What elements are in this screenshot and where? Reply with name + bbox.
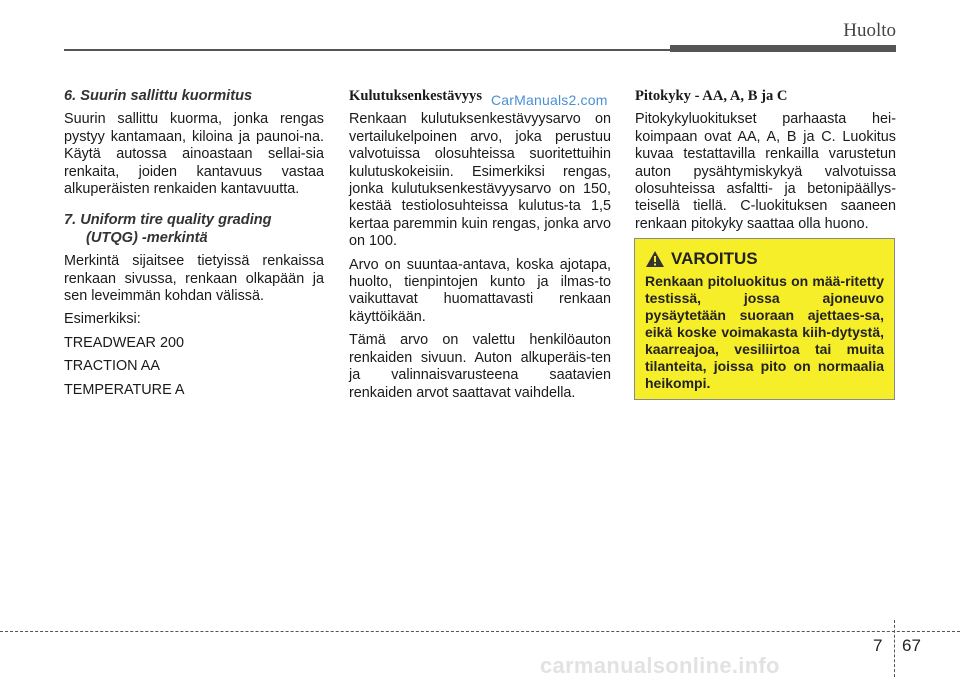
section-7-text: Merkintä sijaitsee tietyissä renkaissa renkaan sivussa, renkaan olkapään ja sen leveimmän kohdan välissä.	[64, 253, 324, 305]
section-heading-7-line1: 7. Uniform tire quality grading	[64, 212, 272, 229]
footer-vertical-divider	[894, 620, 895, 677]
watermark-link[interactable]: CarManuals2.com	[491, 92, 608, 108]
section-heading-7	[64, 212, 324, 247]
warning-header	[645, 249, 884, 269]
warning-text: Renkaan pitoluokitus on mää-ritetty testissä, jossa ajoneuvo pysäytetään suoraan ajettaes-sa, eikä koske voimakasta kiih-dytystä, kaarreajoa, vesiliirtoa tai muita tilanteita, joissa pito on normaalia heikompi.	[645, 273, 884, 391]
column-3	[635, 88, 896, 239]
footer-divider	[0, 631, 960, 632]
traction-heading: Pitokyky - AA, A, B ja C	[635, 88, 788, 104]
header-rule	[64, 49, 674, 51]
example-temperature: TEMPERATURE A	[64, 381, 185, 398]
section-heading-6: 6. Suurin sallittu kuormitus	[64, 88, 253, 104]
site-watermark: carmanualsonline.info	[540, 653, 780, 678]
section-6-text: Suurin sallittu kuorma, jonka rengas pystyy kantamaan, kiloina ja paunoi-na. Käytä autossa ainoastaan sellai-sia renkaita, joiden kantavuus vastaa alkuperäisten renkaiden kantavuutta.	[64, 111, 324, 198]
page-number: 67	[902, 636, 921, 655]
treadwear-text-1: Renkaan kulutuksenkestävyysarvo on vertailukelpoinen arvo, joka perustuu valvotuissa olosuhteissa suoritettuihin kulutuskokeisiin. Esimerkiksi rengas, jonka kulutuksenkestävyysarvo on 150, kestää testiolosuhteissa kulutus-ta 1,5 kertaa paremmin kuin rengas, jonka arvo on 100.	[349, 111, 611, 250]
warning-triangle-icon	[645, 250, 665, 268]
warning-title: VAROITUS	[671, 249, 758, 268]
traction-text: Pitokykyluokitukset parhaasta hei-koimpaan ovat AA, A, B ja C. Luokitus kuvaa testattavilla renkailla varustetun auton pysähtymiskykyä valvotuissa olosuhteissa asfaltti- ja betonipäällys-teisellä tiellä. C-luokituksen saaneen renkaan pitokyky saattaa olla huono.	[635, 111, 896, 232]
treadwear-text-2: Arvo on suuntaa-antava, koska ajotapa, huolto, tienpintojen kunto ja ilmas-to vaikuttavat huomattavasti renkaan käyttöikään.	[349, 256, 611, 325]
chapter-number: 7	[873, 636, 883, 655]
warning-box	[634, 238, 895, 400]
treadwear-text-3: Tämä arvo on valettu henkilöauton renkaiden sivuun. Auton alkuperäis-ten ja valinnaisvarusteena saatavien renkaiden arvot saattavat vaihdella.	[349, 332, 611, 401]
example-treadwear: TREADWEAR 200	[64, 334, 184, 351]
page-header-title: Huolto	[843, 20, 896, 41]
example-traction: TRACTION AA	[64, 358, 160, 375]
header-rule-thick	[670, 45, 896, 52]
column-1	[64, 88, 324, 405]
column-2	[349, 88, 611, 408]
examples-label: Esimerkiksi:	[64, 311, 141, 328]
section-heading-7-line2: (UTQG) -merkintä	[86, 229, 208, 246]
treadwear-heading: Kulutuksenkestävyys	[349, 88, 483, 104]
